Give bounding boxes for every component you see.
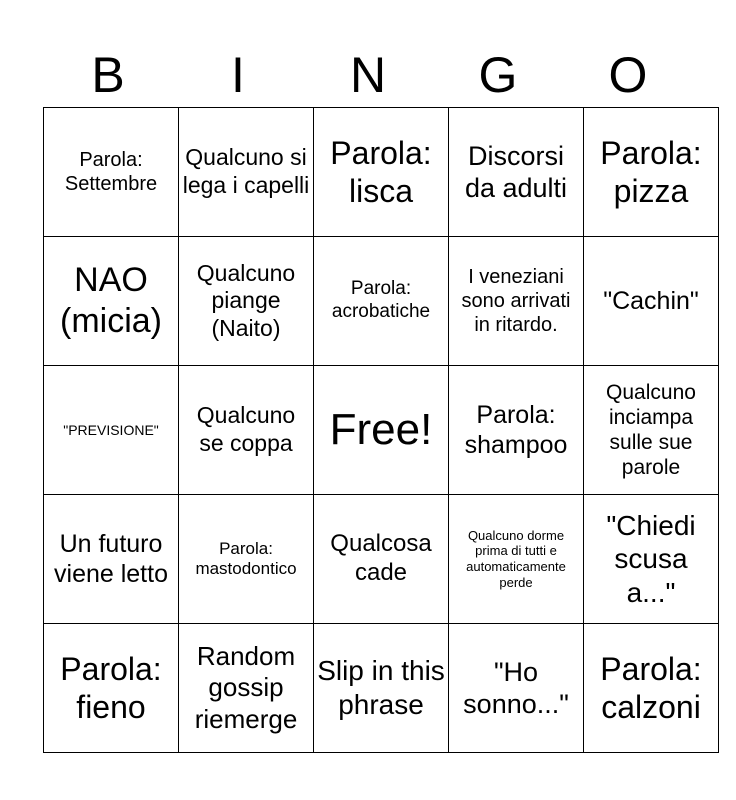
bingo-cell[interactable]: Slip in this phrase bbox=[314, 624, 449, 753]
bingo-cell[interactable]: Random gossip riemerge bbox=[179, 624, 314, 753]
bingo-cell[interactable]: "Chiedi scusa a..." bbox=[584, 495, 719, 624]
bingo-cell[interactable]: Parola: shampoo bbox=[449, 366, 584, 495]
bingo-cell[interactable]: Discorsi da adulti bbox=[449, 108, 584, 237]
header-letter-n: N bbox=[349, 47, 387, 103]
bingo-cell[interactable]: Parola: fieno bbox=[44, 624, 179, 753]
grid-row bbox=[44, 366, 719, 495]
bingo-cell[interactable]: Parola: lisca bbox=[314, 108, 449, 237]
bingo-cell[interactable]: Qualcuno dorme prima di tutti e automaticamente perde bbox=[449, 495, 584, 624]
bingo-cell[interactable]: Parola: pizza bbox=[584, 108, 719, 237]
bingo-cell[interactable]: Parola: Settembre bbox=[44, 108, 179, 237]
bingo-cell[interactable]: NAO (micia) bbox=[44, 237, 179, 366]
bingo-cell[interactable]: Qualcosa cade bbox=[314, 495, 449, 624]
bingo-cell[interactable]: "Ho sonno..." bbox=[449, 624, 584, 753]
bingo-cell[interactable]: Qualcuno se coppa bbox=[179, 366, 314, 495]
bingo-cell[interactable]: Qualcuno si lega i capelli bbox=[179, 108, 314, 237]
bingo-cell[interactable]: I veneziani sono arrivati in ritardo. bbox=[449, 237, 584, 366]
bingo-cell[interactable]: "PREVISIONE" bbox=[44, 366, 179, 495]
bingo-cell[interactable]: Parola: mastodontico bbox=[179, 495, 314, 624]
bingo-header bbox=[43, 45, 693, 105]
header-letter-b: B bbox=[91, 47, 125, 103]
grid-row bbox=[44, 495, 719, 624]
bingo-cell[interactable]: "Cachin" bbox=[584, 237, 719, 366]
header-letter-g: G bbox=[478, 47, 518, 103]
header-letter-o: O bbox=[608, 47, 648, 103]
grid-row bbox=[44, 624, 719, 753]
grid-row bbox=[44, 237, 719, 366]
bingo-cell[interactable]: Un futuro viene letto bbox=[44, 495, 179, 624]
header-letter-i: I bbox=[231, 47, 245, 103]
bingo-cell[interactable]: Parola: calzoni bbox=[584, 624, 719, 753]
grid-row bbox=[44, 108, 719, 237]
bingo-cell[interactable]: Qualcuno inciampa sulle sue parole bbox=[584, 366, 719, 495]
bingo-grid bbox=[43, 107, 719, 753]
bingo-cell[interactable]: Qualcuno piange (Naito) bbox=[179, 237, 314, 366]
bingo-cell[interactable]: Parola: acrobatiche bbox=[314, 237, 449, 366]
bingo-cell[interactable]: Free! bbox=[314, 366, 449, 495]
